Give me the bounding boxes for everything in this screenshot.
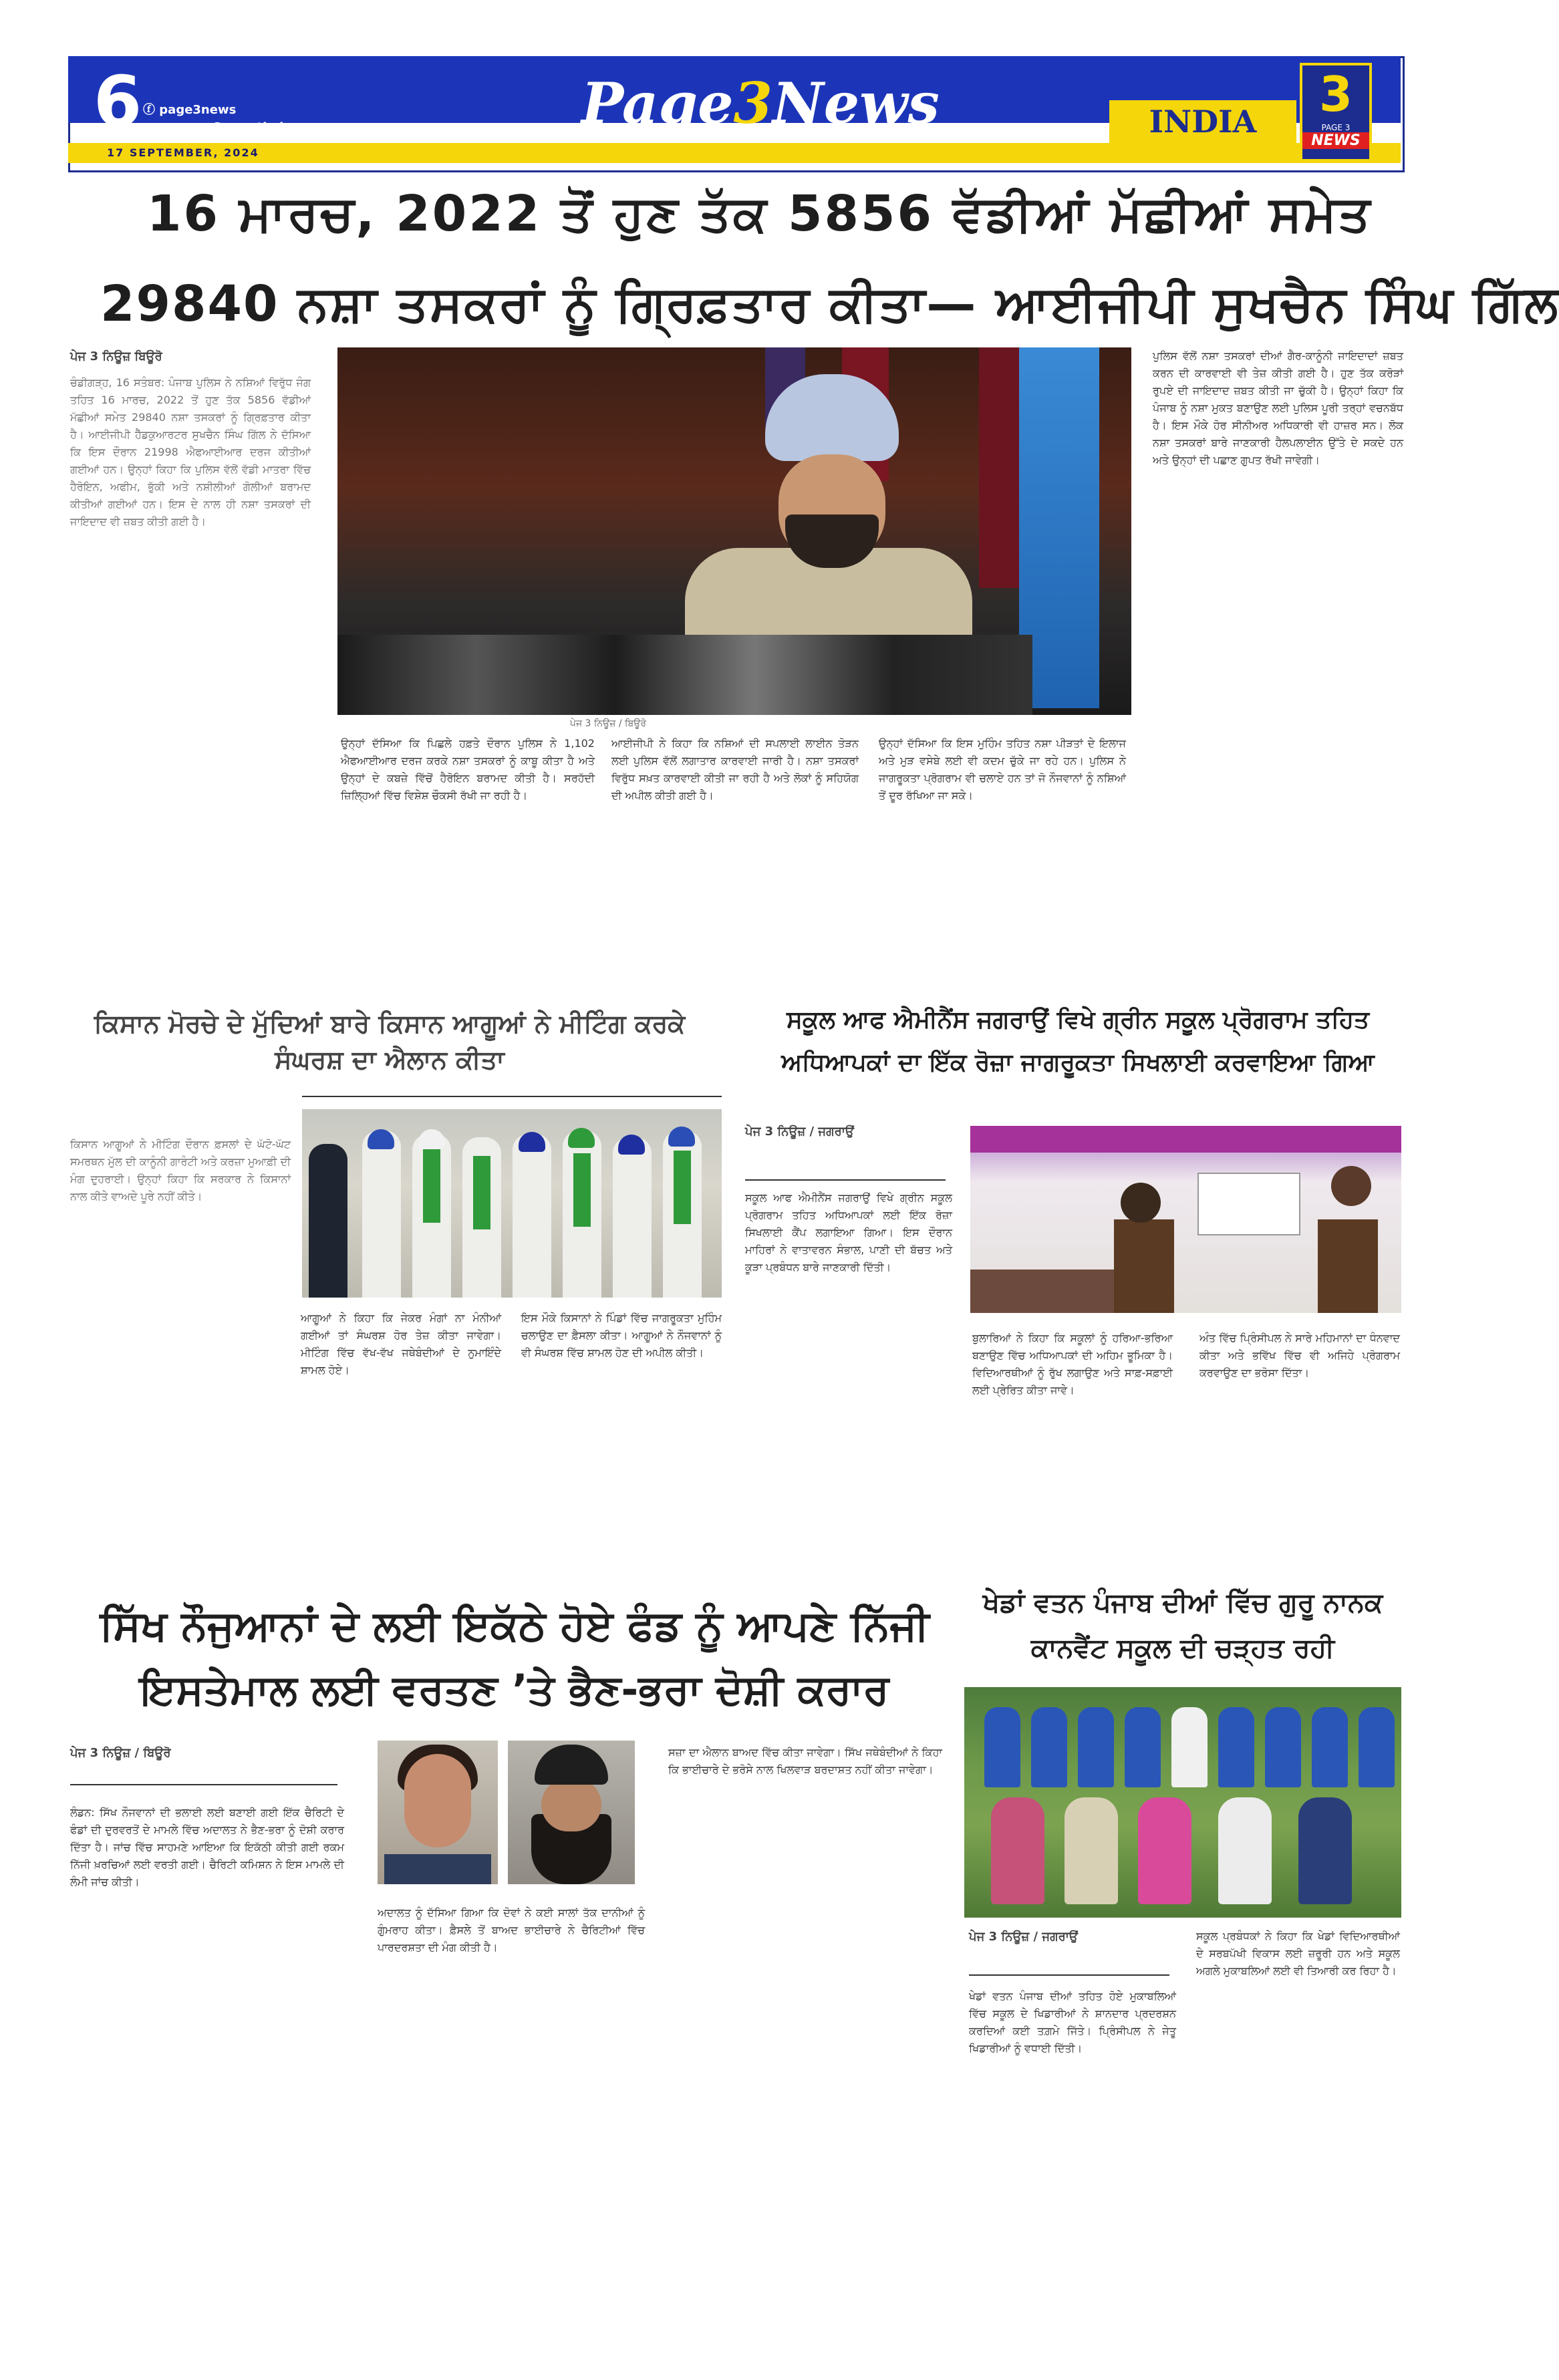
divider bbox=[745, 1179, 946, 1181]
story2-column-a: ਕਿਸਾਨ ਆਗੂਆਂ ਨੇ ਮੀਟਿੰਗ ਦੌਰਾਨ ਫ਼ਸਲਾਂ ਦੇ ਘੱਟੋ-ਘੱਟ ਸਮਰਥਨ ਮੁੱਲ ਦੀ ਕਾਨੂੰਨੀ ਗਾਰੰਟੀ ਅਤੇ ਕਰਜ਼ਾ ਮੁਆਫ਼ੀ ਦੀ ਮੰਗ ਦੁਹਰਾਈ। ਉਨ੍ਹਾਂ ਕਿਹਾ ਕਿ ਸਰਕਾਰ ਨੇ ਕਿਸਾਨਾਂ ਨਾਲ ਕੀਤੇ ਵਾਅਦੇ ਪੂਰੇ ਨਹੀਂ ਕੀਤੇ। bbox=[70, 1138, 291, 1203]
story3-byline: ਪੇਜ 3 ਨਿਊਜ਼ / ਜਗਰਾਉਂ bbox=[745, 1125, 854, 1139]
story1-headline-line1: 16 ਮਾਰਚ, 2022 ਤੋਂ ਹੁਣ ਤੱਕ 5856 ਵੱਡੀਆਂ ਮੱਛੀਆਂ ਸਮੇਤ bbox=[147, 185, 1373, 243]
story4-photo-accused-woman bbox=[378, 1741, 498, 1884]
website-link[interactable]: www.page3newsthai.com bbox=[143, 120, 316, 134]
story5-column-a: ਖੇਡਾਂ ਵਤਨ ਪੰਜਾਬ ਦੀਆਂ ਤਹਿਤ ਹੋਏ ਮੁਕਾਬਲਿਆਂ ਵਿੱਚ ਸਕੂਲ ਦੇ ਖਿਡਾਰੀਆਂ ਨੇ ਸ਼ਾਨਦਾਰ ਪ੍ਰਦਰਸ਼ਨ ਕਰਦਿਆਂ ਕਈ ਤਗ਼ਮੇ ਜਿੱਤੇ। ਪ੍ਰਿੰਸੀਪਲ ਨੇ ਜੇਤੂ ਖਿਡਾਰੀਆਂ ਨੂੰ ਵਧਾਈ ਦਿੱਤੀ। bbox=[969, 1990, 1176, 2055]
page-number: 6 bbox=[93, 61, 142, 142]
story3-headline: ਸਕੂਲ ਆਫ ਐਮੀਨੈਂਸ ਜਗਰਾਉਂ ਵਿਖੇ ਗ੍ਰੀਨ ਸਕੂਲ ਪ੍ਰੋਗਰਾਮ ਤਹਿਤ ਅਧਿਆਪਕਾਂ ਦਾ ਇੱਕ ਰੋਜ਼ਾ ਜਾਗਰੂਕਤਾ ਸਿਖਲਾਈ ਕਰਵਾਇਆ ਗਿਆ bbox=[781, 1006, 1375, 1076]
newspaper-logo[interactable]: Page3News bbox=[581, 70, 940, 136]
story2-column-c: ਇਸ ਮੌਕੇ ਕਿਸਾਨਾਂ ਨੇ ਪਿੰਡਾਂ ਵਿੱਚ ਜਾਗਰੂਕਤਾ ਮੁਹਿੰਮ ਚਲਾਉਣ ਦਾ ਫ਼ੈਸਲਾ ਕੀਤਾ। ਆਗੂਆਂ ਨੇ ਨੌਜਵਾਨਾਂ ਨੂੰ ਵੀ ਸੰਘਰਸ਼ ਵਿੱਚ ਸ਼ਾਮਲ ਹੋਣ ਦੀ ਅਪੀਲ ਕੀਤੀ। bbox=[521, 1312, 722, 1359]
story3-photo-school-event bbox=[970, 1126, 1401, 1313]
divider bbox=[302, 1096, 722, 1097]
badge-label: PAGE 3 bbox=[1321, 123, 1351, 132]
story1-column-right: ਪੁਲਿਸ ਵੱਲੋਂ ਨਸ਼ਾ ਤਸਕਰਾਂ ਦੀਆਂ ਗੈਰ-ਕਾਨੂੰਨੀ ਜਾਇਦਾਦਾਂ ਜ਼ਬਤ ਕਰਨ ਦੀ ਕਾਰਵਾਈ ਵੀ ਤੇਜ਼ ਕੀਤੀ ਗਈ ਹੈ। ਹੁਣ ਤੱਕ ਕਰੋੜਾਂ ਰੁਪਏ ਦੀ ਜਾਇਦਾਦ ਜ਼ਬਤ ਕੀਤੀ ਜਾ ਚੁੱਕੀ ਹੈ। ਉਨ੍ਹਾਂ ਕਿਹਾ ਕਿ ਪੰਜਾਬ ਨੂੰ ਨਸ਼ਾ ਮੁਕਤ ਬਣਾਉਣ ਲਈ ਪੁਲਿਸ ਪੂਰੀ ਤਰ੍ਹਾਂ ਵਚਨਬੱਧ ਹੈ। ਇਸ ਮੌਕੇ ਹੋਰ ਸੀਨੀਅਰ ਅਧਿਕਾਰੀ ਵੀ ਹਾਜ਼ਰ ਸਨ। ਲੋਕ ਨਸ਼ਾ ਤਸਕਰਾਂ ਬਾਰੇ ਜਾਣਕਾਰੀ ਹੈਲਪਲਾਈਨ ਉੱਤੇ ਦੇ ਸਕਦੇ ਹਨ ਅਤੇ ਉਨ੍ਹਾਂ ਦੀ ਪਛਾਣ ਗੁਪਤ ਰੱਖੀ ਜਾਵੇਗੀ। bbox=[1153, 349, 1403, 466]
story2-photo-farmers bbox=[302, 1109, 722, 1298]
story4-column-c: ਸਜ਼ਾ ਦਾ ਐਲਾਨ ਬਾਅਦ ਵਿੱਚ ਕੀਤਾ ਜਾਵੇਗਾ। ਸਿੱਖ ਜਥੇਬੰਦੀਆਂ ਨੇ ਕਿਹਾ ਕਿ ਭਾਈਚਾਰੇ ਦੇ ਭਰੋਸੇ ਨਾਲ ਖਿਲਵਾੜ ਬਰਦਾਸ਼ਤ ਨਹੀਂ ਕੀਤਾ ਜਾਵੇਗਾ। bbox=[668, 1746, 942, 1776]
story1-column-mid1: ਉਨ੍ਹਾਂ ਦੱਸਿਆ ਕਿ ਪਿਛਲੇ ਹਫ਼ਤੇ ਦੌਰਾਨ ਪੁਲਿਸ ਨੇ 1,102 ਐਫਆਈਆਰ ਦਰਜ ਕਰਕੇ ਨਸ਼ਾ ਤਸਕਰਾਂ ਨੂੰ ਕਾਬੂ ਕੀਤਾ ਹੈ ਅਤੇ ਉਨ੍ਹਾਂ ਦੇ ਕਬਜ਼ੇ ਵਿੱਚੋਂ ਹੈਰੋਇਨ ਬਰਾਮਦ ਕੀਤੀ ਹੈ। ਸਰਹੱਦੀ ਜ਼ਿਲ੍ਹਿਆਂ ਵਿੱਚ ਵਿਸ਼ੇਸ਼ ਚੌਕਸੀ ਰੱਖੀ ਜਾ ਰਹੀ ਹੈ। bbox=[341, 737, 595, 802]
story3-column-c: ਅੰਤ ਵਿੱਚ ਪ੍ਰਿੰਸੀਪਲ ਨੇ ਸਾਰੇ ਮਹਿਮਾਨਾਂ ਦਾ ਧੰਨਵਾਦ ਕੀਤਾ ਅਤੇ ਭਵਿੱਖ ਵਿੱਚ ਵੀ ਅਜਿਹੇ ਪ੍ਰੋਗਰਾਮ ਕਰਵਾਉਣ ਦਾ ਭਰੋਸਾ ਦਿੱਤਾ। bbox=[1199, 1332, 1400, 1379]
edition-label: INDIA bbox=[1109, 100, 1296, 143]
story4-headline: ਸਿੱਖ ਨੌਜੁਆਨਾਂ ਦੇ ਲਈ ਇਕੱਠੇ ਹੋਏ ਫੰਡ ਨੂੰ ਆਪਣੇ ਨਿੱਜੀ ਇਸਤੇਮਾਲ ਲਈ ਵਰਤਣ ’ਤੇ ਭੈਣ-ਭਰਾ ਦੋਸ਼ੀ ਕਰਾਰ bbox=[100, 1601, 930, 1714]
story1-column-mid2: ਆਈਜੀਪੀ ਨੇ ਕਿਹਾ ਕਿ ਨਸ਼ਿਆਂ ਦੀ ਸਪਲਾਈ ਲਾਈਨ ਤੋੜਨ ਲਈ ਪੁਲਿਸ ਵੱਲੋਂ ਲਗਾਤਾਰ ਕਾਰਵਾਈ ਜਾਰੀ ਹੈ। ਨਸ਼ਾ ਤਸਕਰਾਂ ਵਿਰੁੱਧ ਸਖ਼ਤ ਕਾਰਵਾਈ ਕੀਤੀ ਜਾ ਰਹੀ ਹੈ ਅਤੇ ਲੋਕਾਂ ਨੂੰ ਸਹਿਯੋਗ ਦੀ ਅਪੀਲ ਕੀਤੀ ਗਈ ਹੈ। bbox=[611, 737, 859, 802]
story1-column-mid3: ਉਨ੍ਹਾਂ ਦੱਸਿਆ ਕਿ ਇਸ ਮੁਹਿੰਮ ਤਹਿਤ ਨਸ਼ਾ ਪੀੜਤਾਂ ਦੇ ਇਲਾਜ ਅਤੇ ਮੁੜ ਵਸੇਬੇ ਲਈ ਵੀ ਕਦਮ ਚੁੱਕੇ ਜਾ ਰਹੇ ਹਨ। ਪੁਲਿਸ ਨੇ ਜਾਗਰੂਕਤਾ ਪ੍ਰੋਗਰਾਮ ਵੀ ਚਲਾਏ ਹਨ ਤਾਂ ਜੋ ਨੌਜਵਾਨਾਂ ਨੂੰ ਨਸ਼ਿਆਂ ਤੋਂ ਦੂਰ ਰੱਖਿਆ ਜਾ ਸਕੇ। bbox=[879, 737, 1126, 802]
story2-column-b: ਆਗੂਆਂ ਨੇ ਕਿਹਾ ਕਿ ਜੇਕਰ ਮੰਗਾਂ ਨਾ ਮੰਨੀਆਂ ਗਈਆਂ ਤਾਂ ਸੰਘਰਸ਼ ਹੋਰ ਤੇਜ਼ ਕੀਤਾ ਜਾਵੇਗਾ। ਮੀਟਿੰਗ ਵਿੱਚ ਵੱਖ-ਵੱਖ ਜਥੇਬੰਦੀਆਂ ਦੇ ਨੁਮਾਇੰਦੇ ਸ਼ਾਮਲ ਹੋਏ। bbox=[301, 1312, 501, 1376]
story1-headline-line2: 29840 ਨਸ਼ਾ ਤਸਕਰਾਂ ਨੂੰ ਗ੍ਰਿਫ਼ਤਾਰ ਕੀਤਾ— ਆਈਜੀਪੀ ਸੁਖਚੈਨ ਸਿੰਘ ਗਿੱਲ bbox=[100, 275, 1559, 333]
story5-photo-sports-team bbox=[964, 1687, 1401, 1918]
story5-byline: ਪੇਜ 3 ਨਿਊਜ਼ / ਜਗਰਾਉਂ bbox=[969, 1930, 1078, 1944]
story5-headline: ਖੇਡਾਂ ਵਤਨ ਪੰਜਾਬ ਦੀਆਂ ਵਿੱਚ ਗੁਰੂ ਨਾਨਕ ਕਾਨਵੈਂਟ ਸਕੂਲ ਦੀ ਚੜ੍ਹਤ ਰਹੀ bbox=[982, 1588, 1383, 1664]
story1-photo-caption: ਪੇਜ 3 ਨਿਊਜ਼ / ਬਿਊਰੋ bbox=[569, 718, 647, 729]
masthead-date-strip bbox=[68, 143, 1401, 163]
story1-column-left: ਚੰਡੀਗੜ੍ਹ, 16 ਸਤੰਬਰ: ਪੰਜਾਬ ਪੁਲਿਸ ਨੇ ਨਸ਼ਿਆਂ ਵਿਰੁੱਧ ਜੰਗ ਤਹਿਤ 16 ਮਾਰਚ, 2022 ਤੋਂ ਹੁਣ ਤੱਕ 5856 ਵੱਡੀਆਂ ਮੱਛੀਆਂ ਸਮੇਤ 29840 ਨਸ਼ਾ ਤਸਕਰਾਂ ਨੂੰ ਗ੍ਰਿਫ਼ਤਾਰ ਕੀਤਾ ਹੈ। ਆਈਜੀਪੀ ਹੈੱਡਕੁਆਰਟਰ ਸੁਖਚੈਨ ਸਿੰਘ ਗਿੱਲ ਨੇ ਦੱਸਿਆ ਕਿ ਇਸ ਦੌਰਾਨ 21998 ਐਫਆਈਆਰ ਦਰਜ ਕੀਤੀਆਂ ਗਈਆਂ ਹਨ। ਉਨ੍ਹਾਂ ਕਿਹਾ ਕਿ ਪੁਲਿਸ ਵੱਲੋਂ ਵੱਡੀ ਮਾਤਰਾ ਵਿੱਚ ਹੈਰੋਇਨ, ਅਫੀਮ, ਭੁੱਕੀ ਅਤੇ ਨਸ਼ੀਲੀਆਂ ਗੋਲੀਆਂ ਬਰਾਮਦ ਕੀਤੀਆਂ ਗਈਆਂ ਹਨ। ਇਸ ਦੇ ਨਾਲ ਹੀ ਨਸ਼ਾ ਤਸਕਰਾਂ ਦੀ ਜਾਇਦਾਦ ਵੀ ਜ਼ਬਤ ਕੀਤੀ ਗਈ ਹੈ। bbox=[70, 376, 311, 528]
issue-date: 17 SEPTEMBER, 2024 bbox=[107, 146, 259, 159]
story4-column-a: ਲੰਡਨ: ਸਿੱਖ ਨੌਜਵਾਨਾਂ ਦੀ ਭਲਾਈ ਲਈ ਬਣਾਈ ਗਈ ਇੱਕ ਚੈਰਿਟੀ ਦੇ ਫੰਡਾਂ ਦੀ ਦੁਰਵਰਤੋਂ ਦੇ ਮਾਮਲੇ ਵਿੱਚ ਅਦਾਲਤ ਨੇ ਭੈਣ-ਭਰਾ ਨੂੰ ਦੋਸ਼ੀ ਕਰਾਰ ਦਿੱਤਾ ਹੈ। ਜਾਂਚ ਵਿੱਚ ਸਾਹਮਣੇ ਆਇਆ ਕਿ ਇਕੱਠੀ ਕੀਤੀ ਗਈ ਰਕਮ ਨਿੱਜੀ ਖ਼ਰਚਿਆਂ ਲਈ ਵਰਤੀ ਗਈ। ਚੈਰਿਟੀ ਕਮਿਸ਼ਨ ਨੇ ਇਸ ਮਾਮਲੇ ਦੀ ਲੰਮੀ ਜਾਂਚ ਕੀਤੀ। bbox=[70, 1806, 344, 1888]
story2-headline: ਕਿਸਾਨ ਮੋਰਚੇ ਦੇ ਮੁੱਦਿਆਂ ਬਾਰੇ ਕਿਸਾਨ ਆਗੂਆਂ ਨੇ ਮੀਟਿੰਗ ਕਰਕੇ ਸੰਘਰਸ਼ ਦਾ ਐਲਾਨ ਕੀਤਾ bbox=[94, 1009, 686, 1074]
badge-news: NEWS bbox=[1302, 132, 1369, 149]
divider bbox=[70, 1784, 337, 1785]
badge-digit: 3 bbox=[1318, 66, 1353, 122]
story3-column-a: ਸਕੂਲ ਆਫ ਐਮੀਨੈਂਸ ਜਗਰਾਉਂ ਵਿਖੇ ਗ੍ਰੀਨ ਸਕੂਲ ਪ੍ਰੋਗਰਾਮ ਤਹਿਤ ਅਧਿਆਪਕਾਂ ਲਈ ਇੱਕ ਰੋਜ਼ਾ ਸਿਖਲਾਈ ਕੈਂਪ ਲਗਾਇਆ ਗਿਆ। ਇਸ ਦੌਰਾਨ ਮਾਹਿਰਾਂ ਨੇ ਵਾਤਾਵਰਨ ਸੰਭਾਲ, ਪਾਣੀ ਦੀ ਬੱਚਤ ਅਤੇ ਕੂੜਾ ਪ੍ਰਬੰਧਨ ਬਾਰੇ ਜਾਣਕਾਰੀ ਦਿੱਤੀ। bbox=[745, 1191, 952, 1274]
story4-byline: ਪੇਜ 3 ਨਿਊਜ਼ / ਬਿਊਰੋ bbox=[70, 1746, 171, 1760]
story4-column-b: ਅਦਾਲਤ ਨੂੰ ਦੱਸਿਆ ਗਿਆ ਕਿ ਦੋਵਾਂ ਨੇ ਕਈ ਸਾਲਾਂ ਤੱਕ ਦਾਨੀਆਂ ਨੂੰ ਗੁੰਮਰਾਹ ਕੀਤਾ। ਫ਼ੈਸਲੇ ਤੋਂ ਬਾਅਦ ਭਾਈਚਾਰੇ ਨੇ ਚੈਰਿਟੀਆਂ ਵਿੱਚ ਪਾਰਦਰਸ਼ਤਾ ਦੀ ਮੰਗ ਕੀਤੀ ਹੈ। bbox=[378, 1906, 645, 1954]
facebook-icon: ⓕ bbox=[143, 103, 160, 117]
facebook-handle[interactable]: ⓕ page3news bbox=[143, 103, 237, 117]
story1-byline: ਪੇਜ 3 ਨਿਊਜ਼ ਬਿਊਰੋ bbox=[70, 349, 162, 363]
story3-column-b: ਬੁਲਾਰਿਆਂ ਨੇ ਕਿਹਾ ਕਿ ਸਕੂਲਾਂ ਨੂੰ ਹਰਿਆ-ਭਰਿਆ ਬਣਾਉਣ ਵਿੱਚ ਅਧਿਆਪਕਾਂ ਦੀ ਅਹਿਮ ਭੂਮਿਕਾ ਹੈ। ਵਿਦਿਆਰਥੀਆਂ ਨੂੰ ਰੁੱਖ ਲਗਾਉਣ ਅਤੇ ਸਾਫ਼-ਸਫ਼ਾਈ ਲਈ ਪ੍ਰੇਰਿਤ ਕੀਤਾ ਜਾਵੇ। bbox=[972, 1332, 1173, 1396]
story5-column-b: ਸਕੂਲ ਪ੍ਰਬੰਧਕਾਂ ਨੇ ਕਿਹਾ ਕਿ ਖੇਡਾਂ ਵਿਦਿਆਰਥੀਆਂ ਦੇ ਸਰਬਪੱਖੀ ਵਿਕਾਸ ਲਈ ਜ਼ਰੂਰੀ ਹਨ ਅਤੇ ਸਕੂਲ ਅਗਲੇ ਮੁਕਾਬਲਿਆਂ ਲਈ ਵੀ ਤਿਆਰੀ ਕਰ ਰਿਹਾ ਹੈ। bbox=[1196, 1930, 1400, 1977]
logo-badge bbox=[1300, 63, 1372, 162]
divider bbox=[969, 1974, 1169, 1976]
story4-photo-accused-man bbox=[508, 1741, 635, 1884]
story1-photo-press-conference bbox=[337, 347, 1131, 715]
